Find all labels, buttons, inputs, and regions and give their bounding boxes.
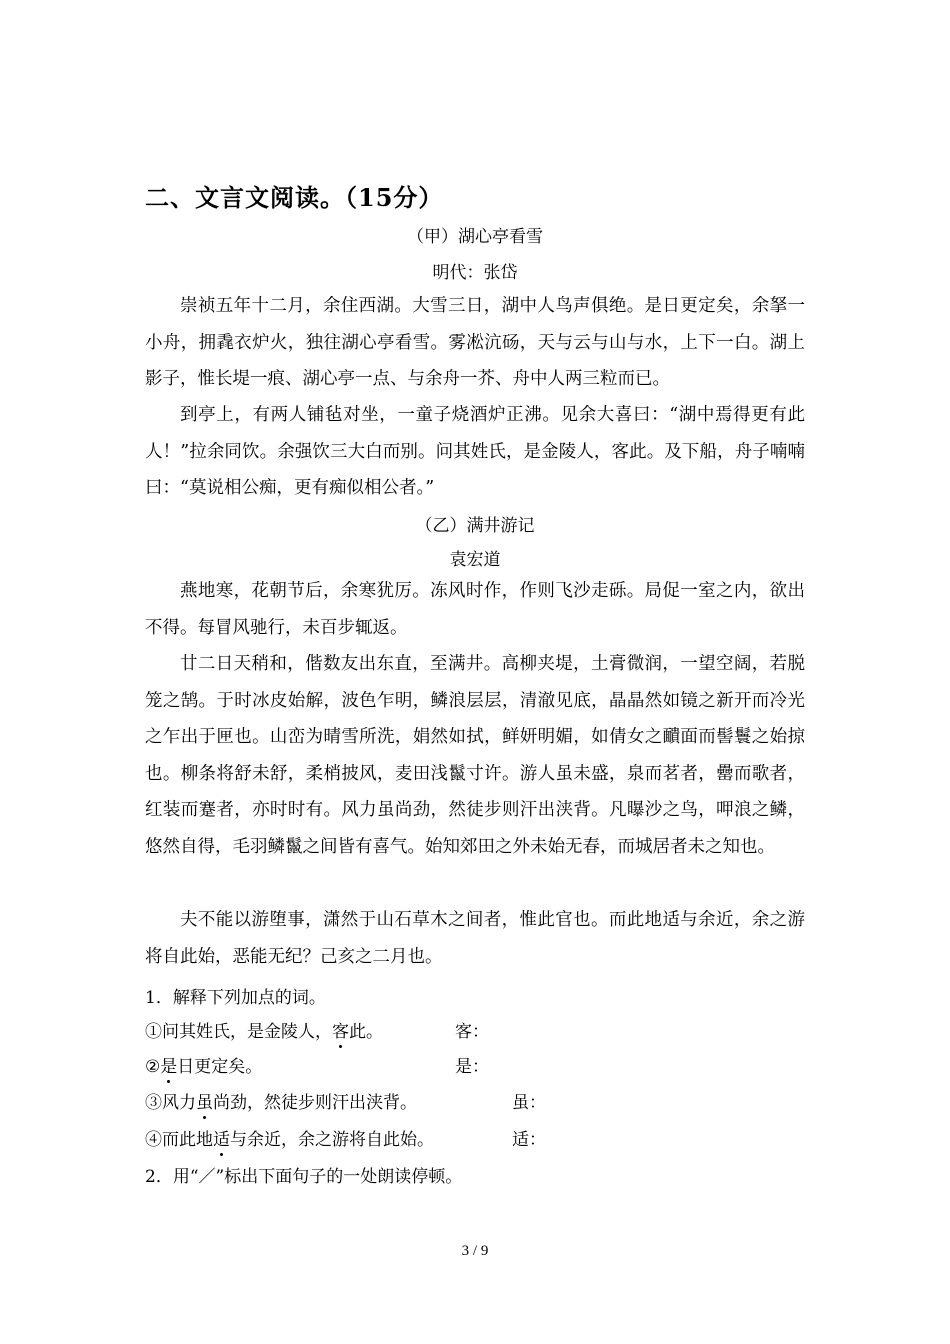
- item-number: ①: [145, 1022, 162, 1042]
- question-1-item-3: [145, 1088, 417, 1113]
- question-1-item-1: [145, 1017, 383, 1042]
- question-1-item-4: [145, 1125, 434, 1150]
- question-2-prompt: 2．用“／”标出下面句子的一处朗读停顿。: [145, 1167, 463, 1187]
- dotted-word: 是: [160, 1052, 177, 1077]
- text-b-paragraph-3: 夫不能以游堕事，潇然于山石草木之间者，惟此官也。而此地适与余近，余之游将自此始，恶能无纪？己亥之二月也。: [145, 910, 805, 967]
- item-text-after: 尚劲，然徒步则汗出浃背。: [213, 1093, 417, 1113]
- text-a-paragraph-2: 到亭上，有两人铺毡对坐，一童子烧酒炉正沸。见余大喜曰：“湖中焉得更有此人！”拉余同饮。余强饮三大白而别。问其姓氏，是金陵人，客此。及下船，舟子喃喃曰：“莫说相公痴，更有痴似相公者。”: [145, 405, 805, 498]
- item-number: ④: [145, 1130, 162, 1150]
- question-1-item-2: [145, 1052, 262, 1077]
- text-b-author: 袁宏道: [449, 550, 501, 570]
- text-b-title: （乙）满井游记: [415, 516, 535, 536]
- item-text-after: 此。: [349, 1022, 383, 1042]
- text-a-author: 明代：张岱: [432, 263, 518, 283]
- question-1-item-2-answer-label: 是：: [455, 1057, 489, 1077]
- item-number: ②: [145, 1057, 161, 1077]
- item-number: ③: [145, 1093, 162, 1113]
- item-text-before: 风力: [162, 1093, 196, 1113]
- section-title: 二、文言文阅读。（15分）: [145, 183, 444, 212]
- item-text-after: 日更定矣。: [177, 1057, 263, 1077]
- question-1-item-4-answer-label: 适：: [512, 1130, 546, 1150]
- text-b-paragraph-2: 廿二日天稍和，偕数友出东直，至满井。高柳夹堤，土膏微润，一望空阔，若脱笼之鹄。于时冰皮始解，波色乍明，鳞浪层层，清澈见底，晶晶然如镜之新开而冷光之乍出于匣也。山峦为晴雪所洗，娟然如拭，鲜妍明媚，如倩女之靧面而髻鬟之始掠也。柳条将舒未舒，柔梢披风，麦田浅鬣寸许。游人虽未盛，泉而茗者，罍而歌者，红装而蹇者，亦时时有。风力虽尚劲，然徒步则汗出浃背。凡曝沙之鸟，呷浪之鳞，悠然自得，毛羽鳞鬣之间皆有喜气。始知郊田之外未始无春，而城居者未之知也。: [145, 654, 805, 857]
- item-text-before: 而此地: [162, 1130, 213, 1150]
- text-b-paragraph-1: 燕地寒，花朝节后，余寒犹厉。冻风时作，作则飞沙走砾。局促一室之内，欲出不得。每冒风驰行，未百步辄返。: [145, 581, 805, 638]
- text-a-title: （甲）湖心亭看雪: [407, 227, 543, 247]
- question-1-item-1-answer-label: 客：: [455, 1022, 489, 1042]
- question-1-prompt: 1．解释下列加点的词。: [145, 988, 326, 1008]
- text-a-paragraph-1: 崇祯五年十二月，余住西湖。大雪三日，湖中人鸟声俱绝。是日更定矣，余拏一小舟，拥毳衣炉火，独往湖心亭看雪。雾凇沆砀，天与云与山与水，上下一白。湖上影子，惟长堤一痕、湖心亭一点、与余舟一芥、舟中人两三粒而已。: [145, 296, 805, 389]
- dotted-word: 适: [213, 1125, 230, 1150]
- item-text-after: 与余近，余之游将自此始。: [230, 1130, 434, 1150]
- page-number: 3 / 9: [461, 1243, 489, 1259]
- dotted-word: 客: [332, 1017, 349, 1042]
- dotted-word: 虽: [196, 1088, 213, 1113]
- item-text-before: 问其姓氏，是金陵人，: [162, 1022, 332, 1042]
- question-1-item-3-answer-label: 虽：: [512, 1093, 546, 1113]
